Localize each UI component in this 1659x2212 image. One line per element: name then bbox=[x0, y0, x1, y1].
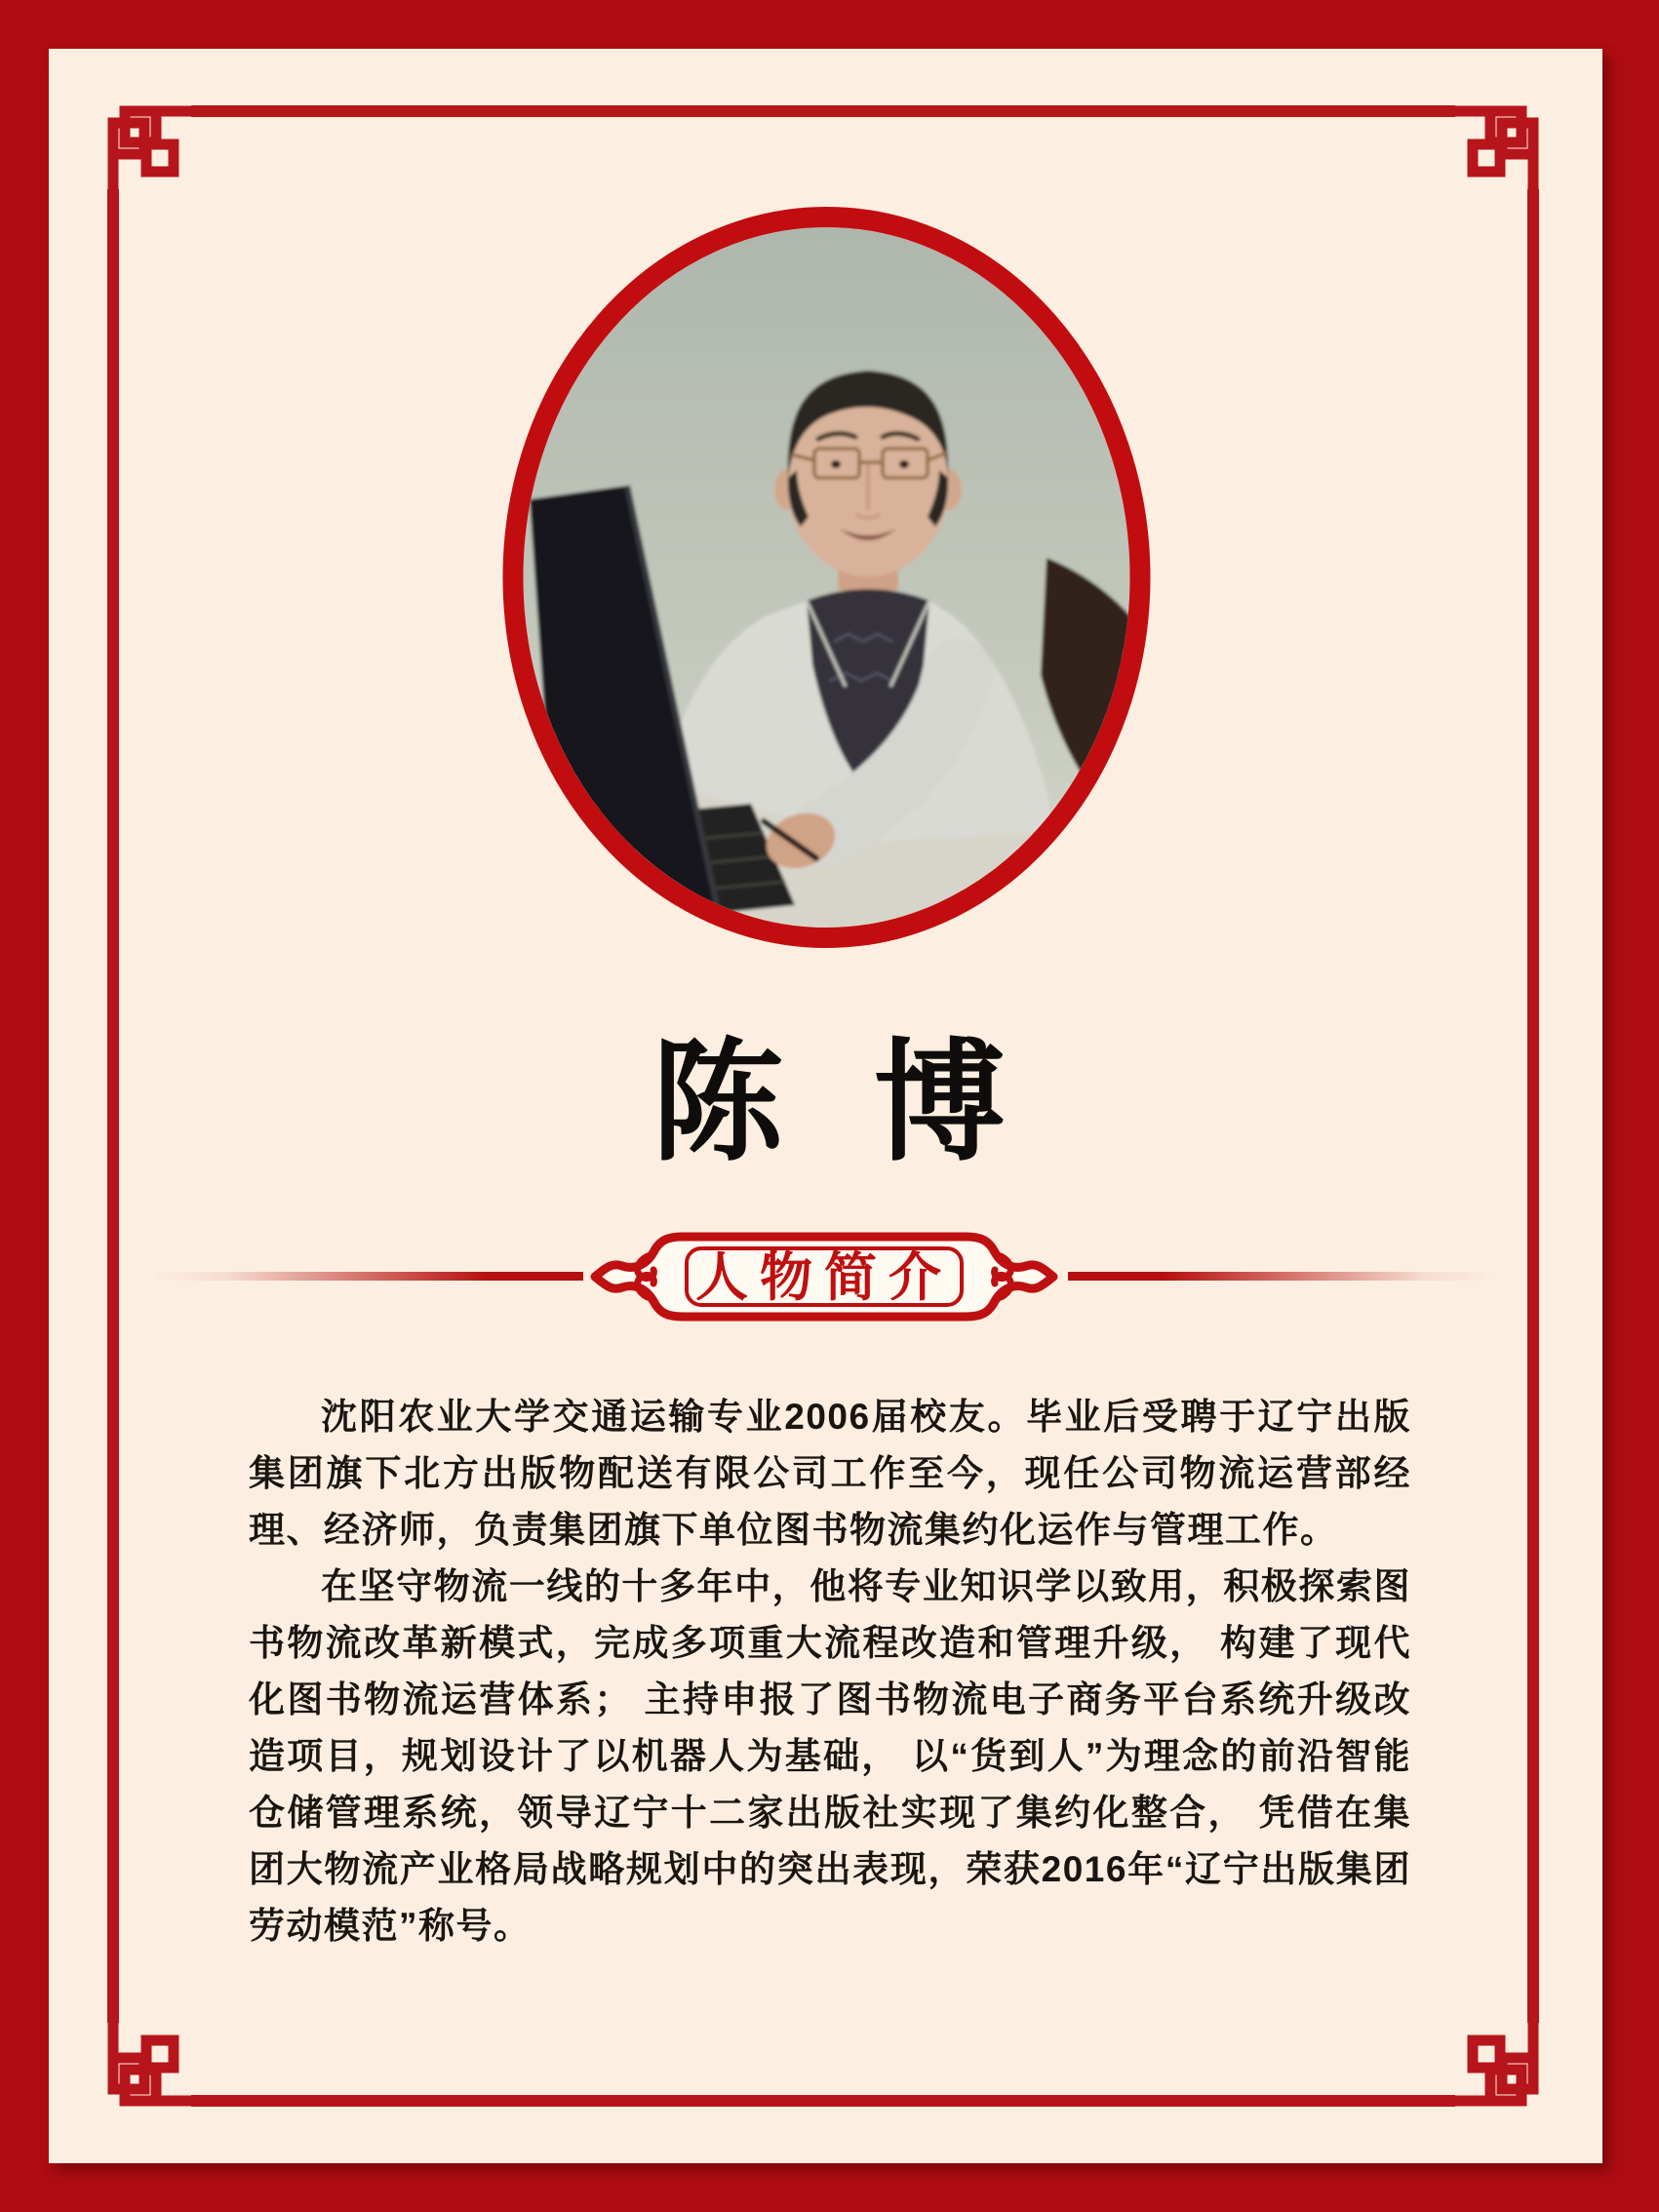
bio-paragraph: 在坚守物流一线的十多年中，他将专业知识学以致用，积极探索图书物流改革新模式，完成多项重大流程改造和管理升级， 构建了现代化图书物流运营体系； 主持申报了图书物流电子商务平台系统升级改造项目，规划设计了以机器人为基础， 以“货到人”为理念的前沿智能仓储管理系统，领导辽宁十二家出版社实现了集约化整合， 凭借在集团大物流产业格局战略规划中的突出表现，荣获2016年“辽宁出版集团劳动模范”称号。 bbox=[249, 1566, 1411, 1946]
bio-text bbox=[249, 1389, 1411, 1955]
divider-line-right bbox=[1068, 1272, 1503, 1281]
section-banner bbox=[585, 1227, 1063, 1326]
banner-title: 人物简介 bbox=[695, 1248, 953, 1307]
bio-paragraph: 沈阳农业大学交通运输专业2006届校友。毕业后受聘于辽宁出版集团旗下北方出版物配送有限公司工作至今，现任公司物流运营部经理、经济师，负责集团旗下单位图书物流集约化运作与管理工作。 bbox=[249, 1397, 1411, 1550]
divider-line-left bbox=[148, 1272, 583, 1281]
person-name: 陈 博 bbox=[652, 1024, 1007, 1179]
portrait-photo bbox=[502, 207, 1151, 948]
